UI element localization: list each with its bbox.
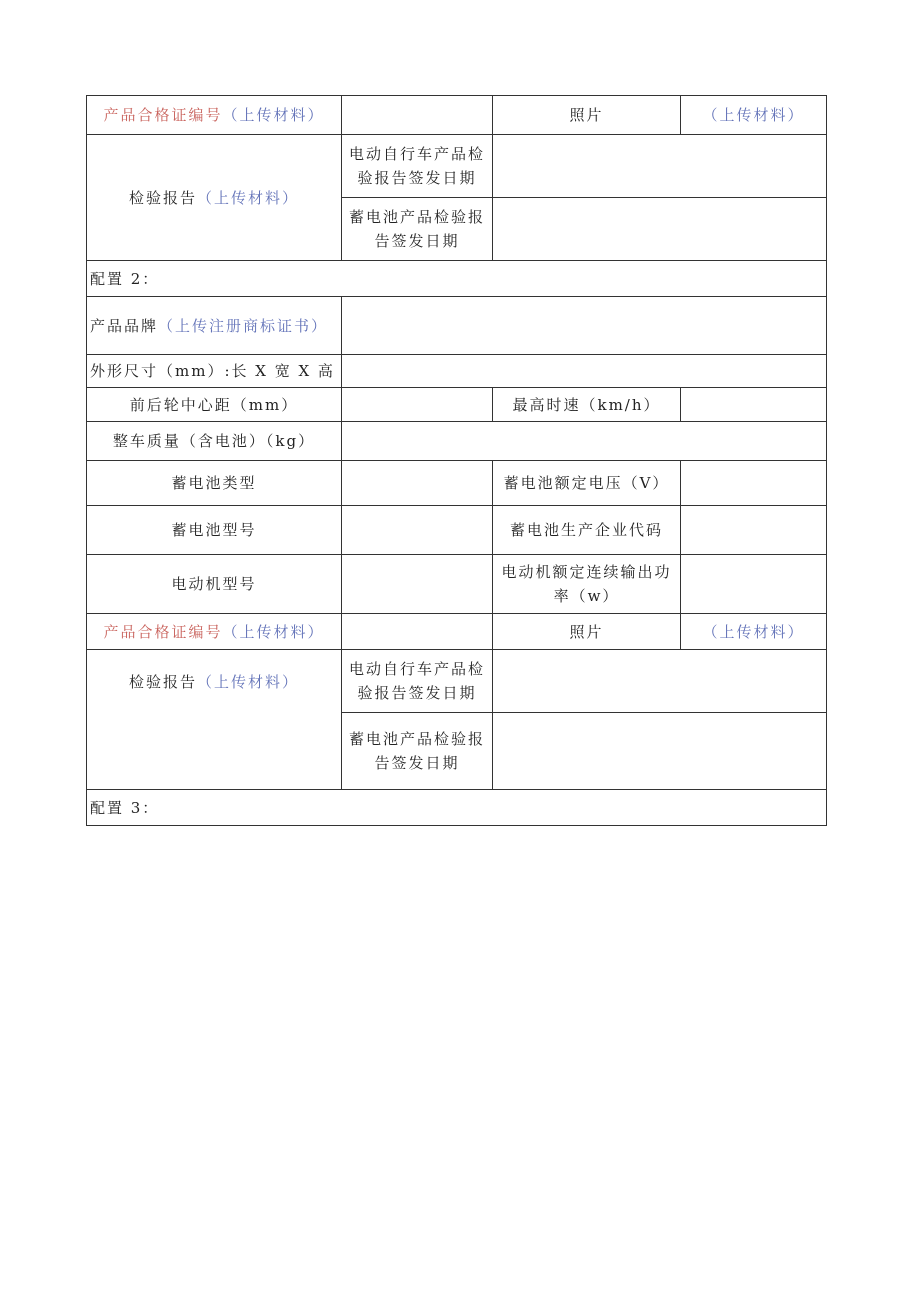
battery-model-label: 蓄电池型号 (171, 521, 257, 539)
battery-report-date-label-2: 蓄电池产品检验报告签发日期 (348, 730, 485, 772)
battery-model-value-cell[interactable] (341, 505, 493, 555)
battery-voltage-value-cell[interactable] (680, 460, 827, 506)
battery-model-label-cell (86, 505, 342, 555)
ebike-report-date-label-cell-2 (341, 649, 493, 713)
config-2-heading-cell (86, 260, 827, 297)
motor-model-label: 电动机型号 (171, 575, 257, 593)
config-2-heading: 配置 2： (90, 269, 160, 288)
max-speed-label: 最高时速（km/h） (512, 395, 661, 414)
upload-note-2[interactable]: （上传材料） (222, 622, 325, 641)
cert-no-value-cell-2[interactable] (341, 613, 493, 650)
ebike-report-date-value-cell-2[interactable] (492, 649, 827, 713)
battery-type-label-cell (86, 460, 342, 506)
photo-upload-cell-2[interactable] (680, 613, 827, 650)
battery-voltage-label: 蓄电池额定电压（V） (503, 474, 670, 492)
cert-no-label: 产品合格证编号 (103, 106, 223, 124)
battery-report-date-label-cell (341, 197, 493, 261)
dimensions-label-cell (86, 354, 342, 388)
cert-no-label-cell (86, 95, 342, 135)
photo-label-cell-2 (492, 613, 681, 650)
motor-model-label-cell (86, 554, 342, 614)
ebike-report-date-label: 电动自行车产品检验报告签发日期 (348, 145, 485, 187)
wheelbase-label: 前后轮中心距（mm） (129, 395, 299, 414)
brand-upload-note[interactable]: （上传注册商标证书） (158, 316, 329, 335)
max-speed-value-cell[interactable] (680, 387, 827, 422)
motor-power-label-cell (492, 554, 681, 614)
battery-report-date-label-cell-2 (341, 712, 493, 790)
photo-upload-cell[interactable] (680, 95, 827, 135)
battery-maker-code-label-cell (492, 505, 681, 555)
upload-note: （上传材料） (222, 106, 325, 124)
battery-voltage-label-cell (492, 460, 681, 506)
inspection-label: 检验报告 (128, 188, 197, 207)
battery-type-label: 蓄电池类型 (171, 474, 257, 492)
photo-label-cell (492, 95, 681, 135)
cert-no-label-2: 产品合格证编号 (103, 622, 223, 641)
brand-value-cell[interactable] (341, 296, 827, 355)
battery-report-date-value-cell[interactable] (492, 197, 827, 261)
inspection-label-cell (86, 134, 342, 261)
motor-model-value-cell[interactable] (341, 554, 493, 614)
battery-maker-code-value-cell[interactable] (680, 505, 827, 555)
battery-report-date-label: 蓄电池产品检验报告签发日期 (348, 208, 485, 250)
photo-upload-note[interactable]: （上传材料） (702, 106, 805, 124)
mass-label-cell (86, 421, 342, 461)
cert-no-label-cell-2 (86, 613, 342, 650)
ebike-report-date-value-cell[interactable] (492, 134, 827, 198)
config-3-heading: 配置 3： (90, 798, 160, 817)
dimensions-label: 外形尺寸（mm）:长 X 宽 X 高 (90, 362, 335, 380)
inspection-upload-note[interactable]: （上传材料） (197, 188, 300, 207)
photo-label: 照片 (569, 106, 604, 124)
brand-label-cell (86, 296, 342, 355)
inspection-label-2: 检验报告 (128, 673, 197, 691)
photo-label-2: 照片 (569, 622, 604, 641)
mass-value-cell[interactable] (341, 421, 827, 461)
mass-label: 整车质量（含电池）（kg） (112, 432, 316, 450)
battery-type-value-cell[interactable] (341, 460, 493, 506)
battery-maker-code-label: 蓄电池生产企业代码 (509, 521, 663, 539)
max-speed-label-cell (492, 387, 681, 422)
config-3-heading-cell (86, 789, 827, 826)
ebike-report-date-label-cell (341, 134, 493, 198)
inspection-upload-note-2[interactable]: （上传材料） (197, 673, 300, 691)
photo-upload-note-2[interactable]: （上传材料） (702, 622, 805, 641)
brand-label: 产品品牌 (90, 316, 159, 335)
motor-power-label: 电动机额定连续输出功率（w） (501, 563, 672, 605)
dimensions-value-cell[interactable] (341, 354, 827, 388)
motor-power-value-cell[interactable] (680, 554, 827, 614)
wheelbase-label-cell (86, 387, 342, 422)
battery-report-date-value-cell-2[interactable] (492, 712, 827, 790)
cert-no-value-cell[interactable] (341, 95, 493, 135)
inspection-label-cell-2 (86, 649, 342, 790)
ebike-report-date-label-2: 电动自行车产品检验报告签发日期 (348, 660, 485, 702)
wheelbase-value-cell[interactable] (341, 387, 493, 422)
